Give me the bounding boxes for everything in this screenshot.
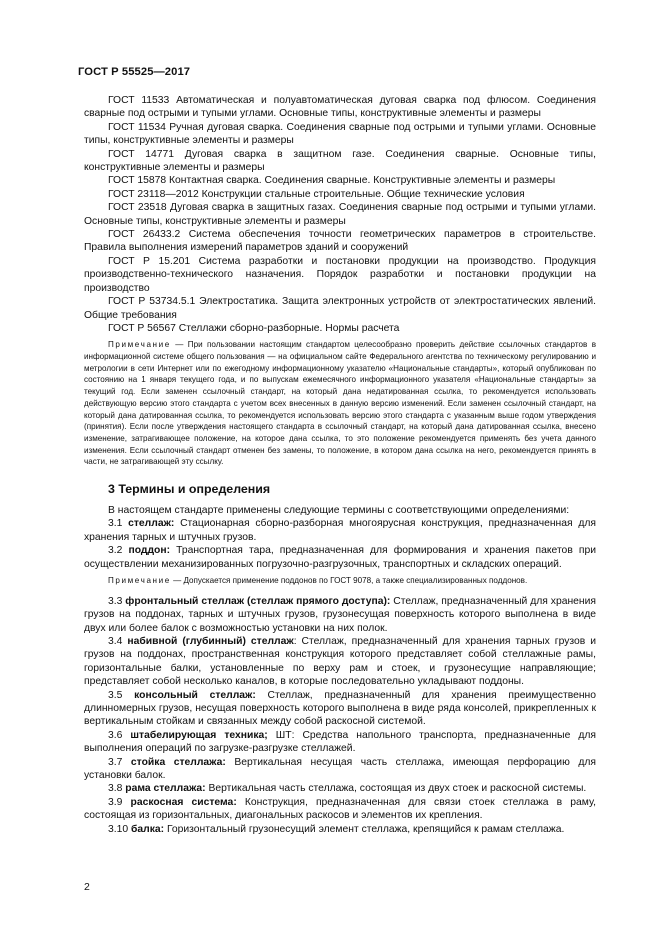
term-definition [84, 823, 596, 836]
reference-item: ГОСТ Р 15.201 Система разработки и постановки продукции на производство. Продукция производственно-технического назначения. Порядок разработки и постановки продукции на производство [84, 255, 596, 294]
reference-item: ГОСТ 23118—2012 Конструкции стальные строительные. Общие технические условия [108, 188, 525, 200]
term-text: : Стеллаж, предназначенный для хранения тарных грузов и грузов на поддонах, пространственная конструкция которого представляет собой стеллажные рамы, горизонтальные балки, установленные по верху рам и стоек, и грузонесущие направляющие; представляет собой несколько каналов, в которые последовательно укладывают поддоны. [84, 636, 597, 688]
note-text: — При пользовании настоящим стандартом целесообразно проверить действие ссылочных стандартов в информационной системе общего пользования — на официальном сайте Федерального агентства по техническому регулированию и метрологии в сети Интернет или по ежегодному информационному указателю «Национальные стандарты», который опубликован по состоянию на 1 января текущего года, и по выпускам ежемесячного информационного указателя «Национальные стандарты» за текущий год. Если заменен ссылочный стандарт, на который дана недатированная ссылка, то рекомендуется использовать действующую версию этого стандарта с учетом всех внесенных в данную версию изменений. Если заменен ссылочный стандарт, на который дана датированная ссылка, то рекомендуется использовать версию этого стандарта с указанным выше годом утверждения (принятия). Если после утверждения настоящего стандарта в ссылочный стандарт, на который дана датированная ссылка, внесено изменение, затрагивающее положение, на которое дана ссылка, то это положение рекомендуется применять без учета данного изменения. Если ссылочный стандарт отменен без замены, то положение, в котором дана ссылка на него, рекомендуется принять в части, не затрагивающей эту ссылку. [84, 340, 596, 467]
term-text: Транспортная тара, предназначенная для формирования и хранения пакетов при осуществлении механизированных погрузочно-разгрузочных, транспортных и складских операций. [84, 545, 596, 570]
page-number: 2 [84, 881, 90, 893]
term-text: Вертикальная несущая часть стеллажа, имеющая перфорацию для установки балок. [84, 756, 597, 782]
term-text: Стационарная сборно-разборная многоярусная конструкция, предназначенная для хранения тарных и штучных грузов. [84, 518, 597, 543]
term-number: 3.3 [108, 595, 123, 607]
term-name: набивной (глубинный) стеллаж [127, 636, 294, 647]
note-label: Примечание [108, 340, 171, 350]
term-name: стеллаж: [128, 518, 175, 530]
term-definition [84, 635, 596, 689]
term-name: стойка стеллажа: [130, 756, 226, 768]
term-number: 3.6 [108, 729, 123, 741]
term-number: 3.4 [108, 636, 123, 647]
term-name: поддон: [128, 545, 171, 557]
term-name: консольный стеллаж: [134, 689, 256, 701]
term-definition [84, 689, 596, 729]
term-text: Стеллаж, предназначенный для хранения грузов на поддонах, тарных и штучных грузов, грузонесущая поверхность которого выполнена в виде двух или более балок с возможностью установки на них полок. [84, 595, 597, 634]
term-definition [84, 544, 596, 571]
note-references [84, 339, 596, 468]
term-number: 3.9 [108, 796, 123, 808]
note-pallets [84, 575, 596, 587]
document-header: ГОСТ Р 55525—2017 [78, 66, 191, 78]
term-text: Стеллаж, предназначенный для хранения преимущественно длинномерных грузов, несущая поверхность которого выполнена в виде ряда консолей, прикрепленных к вертикальным стойкам и связанных между собой раскосной системой. [84, 689, 596, 728]
reference-item: ГОСТ 11533 Автоматическая и полуавтоматическая дуговая сварка под флюсом. Соединения сварные под острыми и тупыми углами. Основные типы, конструктивные элементы и размеры [84, 95, 596, 120]
reference-item: ГОСТ 26433.2 Система обеспечения точности геометрических параметров в строительстве. Правила выполнения измерений параметров зданий и сооружений [84, 229, 596, 254]
term-definition [84, 782, 596, 795]
note-label: Примечание [108, 576, 171, 586]
term-name: рама стеллажа: [125, 783, 206, 795]
reference-item: ГОСТ Р 56567 Стеллажи сборно-разборные. Нормы расчета [108, 322, 400, 334]
term-text: Конструкция, предназначенная для связи стоек стеллажа в раму, состоящая из горизонтальных, диагональных раскосов и элементов их крепления. [84, 796, 597, 822]
term-number: 3.7 [108, 756, 123, 768]
section-title: 3 Термины и определения [108, 482, 271, 497]
reference-item: ГОСТ Р 53734.5.1 Электростатика. Защита электронных устройств от электростатических явлений. Общие требования [84, 296, 596, 321]
term-name: фронтальный стеллаж (стеллаж прямого доступа): [125, 595, 391, 607]
term-text: ШТ: Средства напольного транспорта, предназначенные для выполнения операций по загрузке-разгрузке стеллажей. [84, 729, 597, 755]
term-number: 3.10 [108, 823, 129, 835]
document-body [84, 94, 596, 836]
term-definition [84, 796, 596, 823]
term-name: раскосная система: [130, 796, 237, 808]
reference-item: ГОСТ 11534 Ручная дуговая сварка. Соединения сварные под острыми и тупыми углами. Основные типы, конструктивные элементы и размеры [84, 121, 596, 147]
reference-item: ГОСТ 14771 Дуговая сварка в защитном газе. Соединения сварные. Основные типы, конструктивные элементы и размеры [84, 148, 596, 174]
term-definition [84, 729, 596, 756]
term-definition [84, 756, 596, 783]
term-name: штабелирующая техника; [130, 729, 268, 741]
term-text: Вертикальная часть стеллажа, состоящая из двух стоек и раскосной системы. [208, 783, 587, 795]
term-definition [84, 595, 596, 635]
term-text: Горизонтальный грузонесущий элемент стеллажа, крепящийся к рамам стеллажа. [166, 823, 565, 835]
term-definition [84, 517, 596, 544]
section-intro: В настоящем стандарте применены следующие термины с соответствующими определениями: [108, 505, 570, 517]
term-number: 3.5 [108, 689, 123, 701]
reference-item: ГОСТ 23518 Дуговая сварка в защитных газах. Соединения сварные под острыми и тупыми углами. Основные типы, конструктивные элементы и размеры [84, 202, 596, 227]
term-name: балка: [131, 823, 165, 835]
term-number: 3.8 [108, 783, 123, 795]
term-number: 3.1 [108, 518, 123, 530]
term-number: 3.2 [108, 545, 123, 557]
reference-item: ГОСТ 15878 Контактная сварка. Соединения сварные. Конструктивные элементы и размеры [108, 175, 556, 187]
note-text: — Допускается применение поддонов по ГОСТ 9078, а также специализированных поддонов. [173, 576, 528, 586]
